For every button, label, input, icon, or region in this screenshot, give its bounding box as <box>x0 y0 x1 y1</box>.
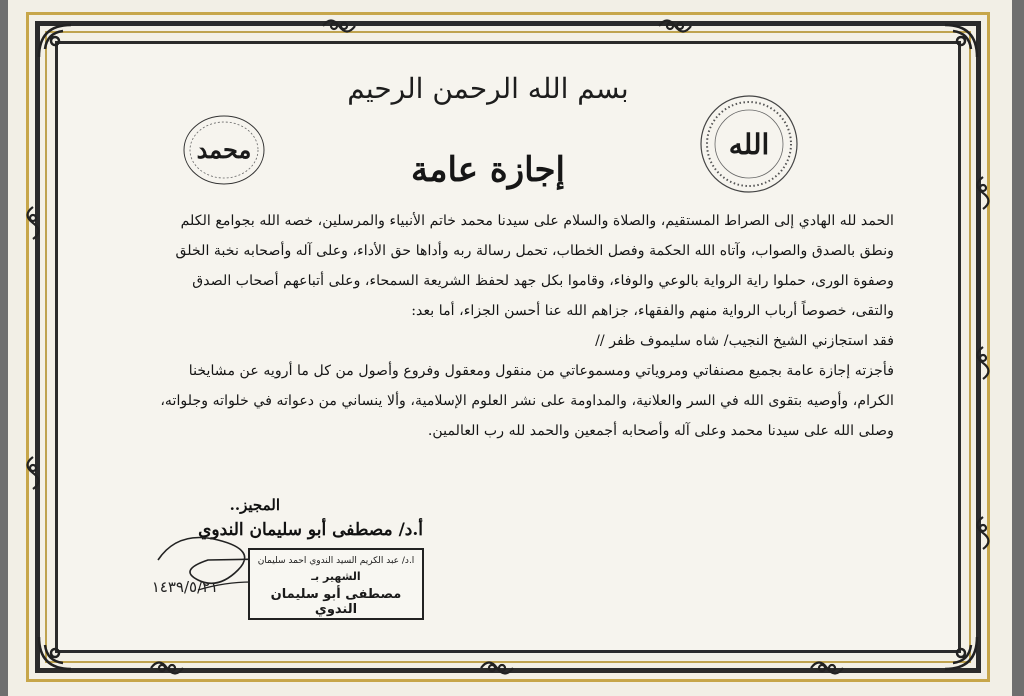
body-line: فأجزته إجازة عامة بجميع مصنفاتي ومروياتي ومسموعاتي من منقول ومعقول وفروع وأصول من كل ما أرويه عن مشايخنا <box>188 363 894 379</box>
border-ornament-icon <box>657 15 693 37</box>
body-line: الحمد لله الهادي إلى الصراط المستقيم، والصلاة والسلام على سيدنا محمد خاتم الأنبياء والمرسلين، خصه الله بجوامع الكلم <box>180 213 894 229</box>
seal-left-text: محمد <box>196 135 252 164</box>
border-ornament-icon <box>149 657 185 679</box>
border-ornament-icon <box>22 455 44 491</box>
allah-seal-icon <box>694 92 804 196</box>
corner-ornament-icon <box>939 19 983 63</box>
border-ornament-icon <box>479 657 515 679</box>
page-title: إجازة عامة <box>411 150 565 190</box>
body-line: الكرام، وأوصيه بتقوى الله في السر والعلانية، والمداومة على نشر العلوم الإسلامية، وألا ينساني من دعواته في خلواته وجلواته، <box>160 393 894 409</box>
border-ornament-icon <box>972 175 994 211</box>
stamp-line-2: الشهير بـ <box>311 570 361 583</box>
official-stamp <box>248 548 424 620</box>
certificate-body <box>70 206 894 446</box>
border-ornament-icon <box>809 657 845 679</box>
body-line: ونطق بالصدق والصواب، وآتاه الله الحكمة وفصل الخطاب، تحمل رسالة ربه وأداها حق الأداء، وعلى آله وأصحابه نخبة الخلق <box>175 243 894 259</box>
body-line: وصلى الله على سيدنا محمد وعلى آله وأصحابه أجمعين والحمد لله رب العالمين. <box>427 423 894 439</box>
corner-ornament-icon <box>939 631 983 675</box>
seal-right-text: الله <box>728 128 770 161</box>
grantor-name: أ.د/ مصطفى أبو سليمان الندوي <box>198 520 423 540</box>
issue-date: ١٤٣٩/٥/٢١ <box>151 578 219 596</box>
certificate-sheet <box>8 0 1012 696</box>
body-line: وصفوة الورى، حملوا راية الرواية بالوعي والوفاء، وقاموا بكل جهد لحفظ الشريعة السمحاء، وعلى أتباعهم أصحاب الصدق <box>192 273 894 289</box>
corner-ornament-icon <box>33 19 77 63</box>
corner-ornament-icon <box>33 631 77 675</box>
stamp-line-1: أ.د/ عبد الكريم السيد الندوي أحمد سليمان <box>257 556 415 566</box>
stamp-line-3: مصطفى أبو سليمان الندوي <box>270 587 402 617</box>
muhammad-seal-icon <box>176 110 272 190</box>
body-line: والتقى، خصوصاً أرباب الرواية منهم والفقهاء، جزاهم الله عنا أحسن الجزاء، أما بعد: <box>411 303 894 319</box>
border-ornament-icon <box>22 205 44 241</box>
body-line-recipient: فقد استجازني الشيخ النجيب/ شاه سليموف ظفر // <box>595 333 894 349</box>
grantor-label: المجيز.. <box>229 496 280 514</box>
border-ornament-icon <box>972 515 994 551</box>
basmala-heading: بسم الله الرحمن الرحيم <box>347 72 629 105</box>
border-ornament-icon <box>321 15 357 37</box>
border-ornament-icon <box>972 345 994 381</box>
